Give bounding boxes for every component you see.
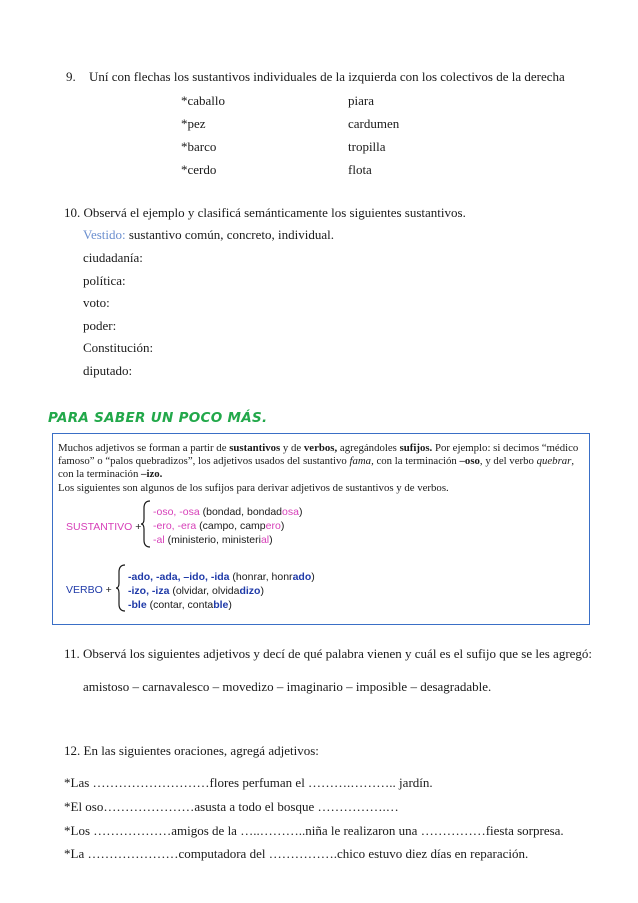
verb-highlight-1: ado (292, 571, 312, 583)
sustantivo-label-text: SUSTANTIVO (66, 521, 133, 533)
q10-item-constitucion: Constitución: (83, 340, 154, 355)
box-bold-sustantivos: sustantivos (229, 442, 281, 454)
sustantivo-brace-icon (140, 500, 152, 548)
sustantivo-label (66, 521, 141, 533)
box-paragraph-2: Los siguientes son algunos de los sufijos para derivar adjetivos de sustantivos y de verbos. (58, 482, 449, 494)
q9-number: 9. (66, 69, 76, 84)
q10-example-colon: : (122, 227, 126, 242)
sust-example-1: (bondad, bondad (199, 506, 283, 518)
verbo-plus: + (102, 584, 112, 596)
verb-close-1: ) (311, 571, 315, 583)
sust-close-2: ) (280, 520, 285, 532)
box-p1-text-5: con la terminación (373, 455, 460, 467)
sust-highlight-1: osa (282, 506, 299, 518)
box-paragraph-1 (58, 442, 586, 481)
sust-close-3: ) (269, 534, 273, 546)
box-p1-text: Muchos adjetivos se forman a partir de (58, 442, 230, 454)
section-title: PARA SABER UN POCO MÁS. (48, 410, 268, 426)
box-bold-oso: –oso (459, 455, 480, 467)
q9-individual-3: *barco (181, 139, 217, 154)
sust-suffix-oso: -oso, -osa (153, 506, 200, 518)
q9-instruction: Uní con flechas los sustantivos individuales de la izquierda con los colectivos de la derecha (89, 69, 565, 84)
box-italic-fama: fama, (349, 455, 374, 467)
verb-row-2 (128, 585, 264, 597)
verb-suffix-ble: -ble (128, 599, 147, 611)
q10-example-word: Vestido (83, 227, 122, 242)
box-p1-text-2: y de (280, 442, 304, 454)
sust-row-2 (153, 520, 284, 532)
q10-instruction: 10. Observá el ejemplo y clasificá semánticamente los siguientes sustantivos. (64, 205, 466, 220)
q10-item-diputado: diputado: (83, 363, 133, 378)
verb-close-2: ) (260, 585, 264, 597)
box-p1-text-4: Por ejemplo: si decimos “médico famoso” o “palos quebradizos”, los adjetivos usados del sustantivo (58, 442, 579, 467)
sust-example-3: (ministerio, ministeri (164, 534, 261, 546)
q9-individual-4: *cerdo (181, 162, 217, 177)
q10-example (83, 227, 334, 243)
q11-instruction: 11. Observá los siguientes adjetivos y decí de qué palabra vienen y cuál es el sufijo que se les agregó: (64, 646, 593, 661)
box-bold-sufijos: sufijos. (399, 442, 433, 454)
box-p1-text-7: , con la terminación (58, 455, 575, 480)
box-italic-quebrar: quebrar (536, 455, 572, 467)
verbo-brace-icon (115, 564, 127, 612)
box-bold-izo: –izo. (141, 468, 163, 480)
info-box (52, 433, 590, 625)
verb-row-1 (128, 571, 315, 583)
q10-item-ciudadania: ciudadanía: (83, 250, 143, 265)
q10-item-voto: voto: (83, 295, 110, 310)
q9-collective-4: flota (348, 162, 372, 177)
q12-sentence-3: *Los ………………amigos de la …..………..niña le realizaron una ……………fiesta sorpresa. (64, 823, 564, 838)
q9-individual-2: *pez (181, 116, 206, 131)
verb-example-2: (olvidar, olvida (169, 585, 240, 597)
q9-collective-2: cardumen (348, 116, 400, 131)
q12-sentence-2: *El oso…………………asusta a todo el bosque …………….… (64, 799, 399, 814)
sust-row-3 (153, 534, 273, 546)
verb-suffix-izo: -izo, -iza (128, 585, 170, 597)
sust-highlight-3: al (260, 534, 270, 546)
verb-example-3: (contar, conta (146, 599, 214, 611)
verbo-label-text: VERBO (66, 584, 103, 596)
q10-item-poder: poder: (83, 318, 117, 333)
verbo-label (66, 584, 112, 596)
q9-collective-1: piara (348, 93, 374, 108)
box-p1-text-6: , y del verbo (479, 455, 537, 467)
sust-suffix-al: -al (153, 534, 165, 546)
sust-highlight-2: ero (265, 520, 281, 532)
verb-row-3 (128, 599, 232, 611)
verb-close-3: ) (228, 599, 232, 611)
box-bold-verbos: verbos, (303, 442, 338, 454)
q9-collective-3: tropilla (348, 139, 386, 154)
verb-suffix-ado: -ado, -ada, –ido, -ida (128, 571, 230, 583)
verb-highlight-3: ble (213, 599, 229, 611)
verb-highlight-2: dizo (239, 585, 261, 597)
verb-example-1: (honrar, honr (229, 571, 293, 583)
sustantivo-plus: + (132, 521, 142, 533)
sust-suffix-ero: -ero, -era (153, 520, 197, 532)
q12-sentence-1: *Las ………………………flores perfuman el ……….……….. jardín. (64, 775, 433, 790)
sust-example-2: (campo, camp (196, 520, 266, 532)
sust-close-1: ) (298, 506, 303, 518)
q10-example-text: sustantivo común, concreto, individual. (125, 227, 334, 242)
q9-individual-1: *caballo (181, 93, 226, 108)
q10-item-politica: política: (83, 273, 126, 288)
q12-instruction: 12. En las siguientes oraciones, agregá adjetivos: (64, 743, 319, 758)
q11-words: amistoso – carnavalesco – movedizo – imaginario – imposible – desagradable. (83, 679, 492, 694)
q12-sentence-4: *La …………………computadora del …………….chico estuvo diez días en reparación. (64, 846, 529, 861)
box-p1-text-3: agregándoles (337, 442, 400, 454)
sust-row-1 (153, 506, 302, 518)
